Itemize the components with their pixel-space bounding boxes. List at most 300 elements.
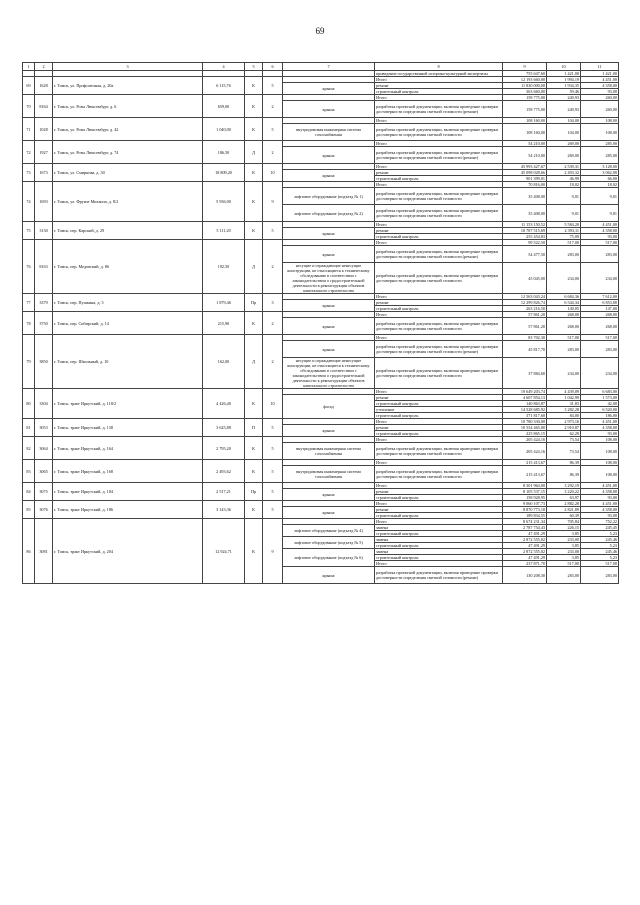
work-type-cell: Итого: [375, 419, 503, 425]
limit-cost-cell: 268,00: [581, 312, 619, 318]
row-number-cell: 85: [23, 501, 35, 519]
work-type-cell: замена: [375, 549, 503, 555]
work-type-cell: разработка проектной документации, включая проведение проверки достоверности определения сметной стоимости: [375, 318, 503, 335]
unit-cost-cell: 3 220,22: [547, 489, 581, 495]
unit-cost-cell: 3,85: [547, 555, 581, 561]
type-cell: Д: [245, 141, 263, 164]
limit-cost-cell: 186,00: [581, 413, 619, 419]
area-cell: 12 924,71: [203, 519, 245, 584]
column-number-6: 6: [263, 63, 283, 71]
work-type-cell: Итого: [375, 561, 503, 567]
address-cell: г. Томск, тракт Иркутский, д. 138: [53, 419, 203, 437]
capital-repair-table: [22, 62, 619, 584]
cost-cell: 158 775,00: [503, 101, 547, 118]
limit-cost-cell: 93,00: [581, 513, 619, 519]
cost-cell: 158 775,00: [503, 95, 547, 101]
limit-cost-cell: 4 451,00: [581, 483, 619, 489]
column-number-3: 3: [53, 63, 203, 71]
unit-cost-cell: 75,09: [547, 234, 581, 240]
row-number-cell: 71: [23, 118, 35, 141]
column-number-2: 2: [35, 63, 53, 71]
address-cell: г. Томск, ул. Розы Люксембург, д. 74: [53, 141, 203, 164]
limit-cost-cell: 93,00: [581, 495, 619, 501]
row-number-cell: 77: [23, 294, 35, 312]
cost-cell: 8 674 231,34: [503, 519, 547, 525]
limit-cost-cell: 234,00: [581, 358, 619, 389]
row-number-cell: 79: [23, 335, 35, 389]
address-cell: г. Томск, пер. Пушкина, д. 5: [53, 294, 203, 312]
limit-cost-cell: 4 358,00: [581, 425, 619, 431]
unit-cost-cell: 6 544,34: [547, 300, 581, 306]
limit-cost-cell: 108,00: [581, 124, 619, 141]
building-code-cell: 3064: [35, 437, 53, 460]
row-number-cell: 86: [23, 519, 35, 584]
cost-cell: 130 208,30: [503, 567, 547, 584]
area-cell: 2 493,62: [203, 460, 245, 483]
work-type-cell: ремонт: [375, 395, 503, 401]
floors-cell: 5: [263, 501, 283, 519]
limit-cost-cell: 517,00: [581, 240, 619, 246]
floors-cell: 10: [263, 389, 283, 419]
work-type-cell: Итого: [375, 240, 503, 246]
work-type-cell: Итого: [375, 312, 503, 318]
work-type-cell: ремонт: [375, 83, 503, 89]
work-type-cell: строительный контроль: [375, 431, 503, 437]
area-cell: 6 115,76: [203, 77, 245, 95]
unit-cost-cell: 60,39: [547, 513, 581, 519]
building-code-cell: 1927: [35, 141, 53, 164]
work-type-cell: разработка проектной документации, включая проведение проверки достоверности определения сметной стоимости: [375, 466, 503, 483]
limit-cost-cell: 147,00: [581, 306, 619, 312]
work-type-cell: строительный контроль: [375, 513, 503, 519]
unit-cost-cell: 31,83: [547, 401, 581, 407]
building-code-cell: 3130: [35, 222, 53, 240]
type-cell: К: [245, 182, 263, 222]
row-number-cell: 83: [23, 460, 35, 483]
cost-cell: 215 413,67: [503, 460, 547, 466]
unit-cost-cell: 73,54: [547, 443, 581, 460]
limit-cost-cell: 5,23: [581, 555, 619, 561]
cost-cell: 2 872 555,02: [503, 549, 547, 555]
work-type-cell: утепление: [375, 407, 503, 413]
work-type-cell: строительный контроль: [375, 401, 503, 407]
address-cell: г. Томск, пер. Сибирский, д. 14: [53, 312, 203, 335]
cost-cell: 237 871,70: [503, 561, 547, 567]
work-type-cell: Итого: [375, 437, 503, 443]
cost-cell: 4 607 854,13: [503, 395, 547, 401]
unit-cost-cell: 6 684,36: [547, 294, 581, 300]
work-type-cell: Итого: [375, 95, 503, 101]
building-code-cell: 8163: [35, 240, 53, 294]
work-type-cell: Итого: [375, 335, 503, 341]
unit-cost-cell: 1 042,99: [547, 395, 581, 401]
floors-cell: 2: [263, 141, 283, 164]
work-type-cell: Итого: [375, 182, 503, 188]
floors-cell: 9: [263, 519, 283, 584]
unit-cost-cell: 104,00: [547, 118, 581, 124]
work-type-cell: замена: [375, 525, 503, 531]
area-cell: 162,00: [203, 335, 245, 389]
row-number-cell: 69: [23, 77, 35, 95]
unit-cost-cell: 9,01: [547, 205, 581, 222]
row-number-cell: 78: [23, 312, 35, 335]
limit-cost-cell: 108,00: [581, 443, 619, 460]
element-cell: лифтовое оборудование (подъезд № 1): [283, 188, 375, 205]
limit-cost-cell: 93,00: [581, 234, 619, 240]
building-code-cell: 3065: [35, 460, 53, 483]
cost-cell: 45 098 028,66: [503, 170, 547, 176]
cost-cell: 11 830 000,00: [503, 83, 547, 89]
unit-cost-cell: 234,00: [547, 263, 581, 294]
limit-cost-cell: 5,23: [581, 543, 619, 549]
area-cell: 215,90: [203, 312, 245, 335]
unit-cost-cell: 9,01: [547, 188, 581, 205]
limit-cost-cell: 42,00: [581, 401, 619, 407]
limit-cost-cell: 18,02: [581, 182, 619, 188]
area-cell: 659,00: [203, 95, 245, 118]
cost-cell: 225 865,15: [503, 431, 547, 437]
work-type-cell: строительный контроль: [375, 413, 503, 419]
cost-cell: 35 408,00: [503, 205, 547, 222]
unit-cost-cell: 5 584,20: [547, 222, 581, 228]
limit-cost-cell: 93,00: [581, 89, 619, 95]
element-cell: крыша: [283, 341, 375, 358]
unit-cost-cell: 2 882,28: [547, 501, 581, 507]
element-cell: крыша: [283, 83, 375, 95]
cost-cell: 755 647,60: [503, 71, 547, 77]
limit-cost-cell: 1 573,00: [581, 395, 619, 401]
work-type-cell: строительный контроль: [375, 555, 503, 561]
work-type-cell: Итого: [375, 483, 503, 489]
limit-cost-cell: 108,00: [581, 460, 619, 466]
work-type-cell: ремонт: [375, 425, 503, 431]
building-code-cell: 3075: [35, 483, 53, 501]
limit-cost-cell: 283,00: [581, 246, 619, 263]
building-code-cell: 1693: [35, 182, 53, 222]
element-cell: внутридомовая инженерная система газоснабжения: [283, 124, 375, 141]
cost-cell: 205 424,16: [503, 443, 547, 460]
limit-cost-cell: 260,00: [581, 95, 619, 101]
limit-cost-cell: 285,00: [581, 141, 619, 147]
unit-cost-cell: 59,46: [547, 89, 581, 95]
element-cell: лифтовое оборудование (подъезд № 5): [283, 537, 375, 549]
unit-cost-cell: 63,97: [547, 495, 581, 501]
row-number-cell: 73: [23, 164, 35, 182]
element-cell: крыша: [283, 228, 375, 240]
work-type-cell: проведение государственной историко-культурной экспертизы: [375, 71, 503, 77]
work-type-cell: разработка проектной документации, включая проведение проверки достоверности определения сметной стоимости (ремонт): [375, 567, 503, 584]
area-cell: 1 040,00: [203, 118, 245, 141]
limit-cost-cell: 5,23: [581, 531, 619, 537]
work-type-cell: строительный контроль: [375, 89, 503, 95]
element-cell: внутридомовая инженерная система газоснабжения: [283, 443, 375, 460]
limit-cost-cell: 4 451,00: [581, 77, 619, 83]
cost-cell: 47 491,29: [503, 555, 547, 561]
work-type-cell: ремонт: [375, 300, 503, 306]
work-type-cell: Итого: [375, 501, 503, 507]
work-type-cell: Итого: [375, 519, 503, 525]
unit-cost-cell: 2 821,89: [547, 507, 581, 513]
floors-cell: 5: [263, 419, 283, 437]
address-cell: г. Томск, ул. Смирнова, д. 30: [53, 164, 203, 182]
cost-cell: 108 160,00: [503, 118, 547, 124]
work-type-cell: Итого: [375, 389, 503, 395]
unit-cost-cell: 705,84: [547, 519, 581, 525]
address-cell: г. Томск, тракт Иркутский, д. 204: [53, 519, 203, 584]
area-cell: 2 795,20: [203, 437, 245, 460]
area-cell: 5 936,00: [203, 182, 245, 222]
floors-cell: 2: [263, 312, 283, 335]
type-cell: К: [245, 460, 263, 483]
work-type-cell: строительный контроль: [375, 495, 503, 501]
floors-cell: 3: [263, 294, 283, 312]
unit-cost-cell: 283,00: [547, 567, 581, 584]
address-cell: г. Томск, пер. Карский, д. 29: [53, 222, 203, 240]
limit-cost-cell: 4 451,00: [581, 222, 619, 228]
unit-cost-cell: 104,00: [547, 124, 581, 141]
work-type-cell: ремонт: [375, 489, 503, 495]
cost-cell: 12 299 826,74: [503, 300, 547, 306]
cost-cell: 99 522,50: [503, 240, 547, 246]
limit-cost-cell: 517,00: [581, 561, 619, 567]
area-cell: 192,50: [203, 240, 245, 294]
unit-cost-cell: 240,93: [547, 101, 581, 118]
cost-cell: 8 301 964,00: [503, 483, 547, 489]
cost-cell: 158 928,95: [503, 495, 547, 501]
column-number-11: 11: [581, 63, 619, 71]
work-type-cell: Итого: [375, 294, 503, 300]
address-cell: г. Томск, пер. Медовский, д. 86: [53, 240, 203, 294]
address-cell: г. Томск, ул. Розы Люксембург, д. 42: [53, 118, 203, 141]
address-cell: г. Томск, тракт Иркутский, д. 184: [53, 483, 203, 501]
floors-cell: 10: [263, 164, 283, 182]
type-cell: Пр: [245, 483, 263, 501]
element-cell: крыша: [283, 507, 375, 519]
element-cell: крыша: [283, 489, 375, 501]
column-number-9: 9: [503, 63, 547, 71]
cost-cell: 255 454,83: [503, 234, 547, 240]
unit-cost-cell: 4 439,09: [547, 389, 581, 395]
cost-cell: 35 408,00: [503, 188, 547, 205]
limit-cost-cell: 283,00: [581, 341, 619, 358]
unit-cost-cell: 3 282,28: [547, 407, 581, 413]
unit-cost-cell: 517,00: [547, 240, 581, 246]
row-number-cell: 76: [23, 240, 35, 294]
unit-cost-cell: 283,00: [547, 341, 581, 358]
building-code-cell: 1628: [35, 77, 53, 95]
address-cell: г. Томск, ул. Профсоюзная, д. 20а: [53, 77, 203, 95]
type-cell: К: [245, 519, 263, 584]
floors-cell: 5: [263, 222, 283, 240]
cost-cell: 12 563 043,24: [503, 294, 547, 300]
unit-cost-cell: 234,00: [547, 358, 581, 389]
work-type-cell: строительный контроль: [375, 543, 503, 549]
column-number-8: 8: [375, 63, 503, 71]
limit-cost-cell: 4 451,00: [581, 419, 619, 425]
floors-cell: 5: [263, 437, 283, 460]
work-type-cell: строительный контроль: [375, 234, 503, 240]
unit-cost-cell: 2 910,87: [547, 425, 581, 431]
floors-cell: 9: [263, 182, 283, 222]
cost-cell: 54 210,00: [503, 141, 547, 147]
building-code-cell: 3053: [35, 419, 53, 437]
work-type-cell: строительный контроль: [375, 176, 503, 182]
address-cell: г. Томск, пер. Школьный, д. 10: [53, 335, 203, 389]
work-type-cell: разработка проектной документации, включая проведение проверки достоверности определения сметной стоимости (ремонт): [375, 147, 503, 164]
type-cell: К: [245, 501, 263, 519]
unit-cost-cell: 1 421,00: [547, 71, 581, 77]
column-number-5: 5: [245, 63, 263, 71]
area-cell: 18 809,20: [203, 164, 245, 182]
unit-cost-cell: 517,00: [547, 335, 581, 341]
building-code-cell: 3750: [35, 312, 53, 335]
limit-cost-cell: 4 451,00: [581, 501, 619, 507]
unit-cost-cell: 268,00: [547, 318, 581, 335]
limit-cost-cell: 66,00: [581, 176, 619, 182]
limit-cost-cell: 260,00: [581, 101, 619, 118]
area-cell: 186,50: [203, 141, 245, 164]
limit-cost-cell: 6 683,00: [581, 389, 619, 395]
column-number-7: 7: [283, 63, 375, 71]
floors-cell: 2: [263, 240, 283, 294]
work-type-cell: ремонт: [375, 507, 503, 513]
cost-cell: 10 787 515,69: [503, 228, 547, 234]
element-cell: несущие и ограждающие ненесущие конструкции, не относящиеся к техническому обследованию в соответствии с законодательством о градостроительной деятельности к реконструкции объектов капитального строительства: [283, 358, 375, 389]
type-cell: П: [245, 419, 263, 437]
limit-cost-cell: 4 358,00: [581, 489, 619, 495]
limit-cost-cell: 1 421,00: [581, 71, 619, 77]
work-type-cell: строительный контроль: [375, 306, 503, 312]
unit-cost-cell: 233,00: [547, 537, 581, 543]
work-type-cell: разработка проектной документации, включая проведение проверки достоверности определения сметной стоимости: [375, 205, 503, 222]
element-cell: лифтовое оборудование (подъезд № 4): [283, 525, 375, 537]
type-cell: К: [245, 312, 263, 335]
unit-cost-cell: 140,05: [547, 306, 581, 312]
cost-cell: 57 861,20: [503, 312, 547, 318]
work-type-cell: разработка проектной документации, включая проведение проверки достоверности определения сметной стоимости: [375, 443, 503, 460]
work-type-cell: Итого: [375, 164, 503, 170]
type-cell: Д: [245, 335, 263, 389]
area-cell: 3 625,88: [203, 419, 245, 437]
unit-cost-cell: 517,00: [547, 561, 581, 567]
work-type-cell: разработка проектной документации, включая проведение проверки достоверности определения сметной стоимости (ремонт): [375, 341, 503, 358]
cost-cell: 54 477,50: [503, 246, 547, 263]
limit-cost-cell: 752,22: [581, 519, 619, 525]
page-number: 69: [315, 26, 325, 36]
type-cell: К: [245, 437, 263, 460]
work-type-cell: разработка проектной документации, включая проведение проверки достоверности определения сметной стоимости: [375, 358, 503, 389]
work-type-cell: разработка проектной документации, включая проведение проверки достоверности определения сметной стоимости (ремонт): [375, 246, 503, 263]
row-number-cell: 82: [23, 437, 35, 460]
work-type-cell: замена: [375, 537, 503, 543]
floors-cell: 5: [263, 118, 283, 141]
unit-cost-cell: 1 934,35: [547, 83, 581, 89]
limit-cost-cell: 268,00: [581, 318, 619, 335]
element-cell: внутридомовая инженерная система газоснабжения: [283, 466, 375, 483]
limit-cost-cell: 7 612,00: [581, 294, 619, 300]
limit-cost-cell: 245,46: [581, 549, 619, 555]
cost-cell: 108 160,00: [503, 124, 547, 141]
limit-cost-cell: 108,00: [581, 118, 619, 124]
unit-cost-cell: 268,00: [547, 312, 581, 318]
area-cell: 1 879,46: [203, 294, 245, 312]
building-code-cell: 3304: [35, 389, 53, 419]
building-code-cell: 3076: [35, 501, 53, 519]
cost-cell: 8 105 537,15: [503, 489, 547, 495]
limit-cost-cell: 6 853,00: [581, 300, 619, 306]
work-type-cell: Итого: [375, 141, 503, 147]
type-cell: Пр: [245, 294, 263, 312]
limit-cost-cell: 245,45: [581, 525, 619, 531]
unit-cost-cell: 3,85: [547, 543, 581, 549]
unit-cost-cell: 73,54: [547, 437, 581, 443]
limit-cost-cell: 9,01: [581, 188, 619, 205]
work-type-cell: Итого: [375, 118, 503, 124]
cost-cell: 45 993 427,67: [503, 164, 547, 170]
cost-cell: 45 817,70: [503, 341, 547, 358]
element-cell: фасад: [283, 395, 375, 419]
cost-cell: 10 554 465,00: [503, 425, 547, 431]
type-cell: К: [245, 95, 263, 118]
cost-cell: 70 816,00: [503, 182, 547, 188]
work-type-cell: Итого: [375, 222, 503, 228]
column-number-4: 4: [203, 63, 245, 71]
limit-cost-cell: 285,00: [581, 147, 619, 164]
work-type-cell: разработка проектной документации, включая проведение проверки достоверности определения сметной стоимости: [375, 124, 503, 141]
cost-cell: 14 528 685,92: [503, 407, 547, 413]
row-number-cell: 81: [23, 419, 35, 437]
cost-cell: 9 060 107,73: [503, 501, 547, 507]
cost-cell: 45 045,00: [503, 263, 547, 294]
address-cell: г. Томск, тракт Иркутский, д. 118/2: [53, 389, 203, 419]
unit-cost-cell: 2 539,31: [547, 164, 581, 170]
unit-cost-cell: 1 994,19: [547, 77, 581, 83]
element-cell: крыша: [283, 147, 375, 164]
row-number-cell: 80: [23, 389, 35, 419]
unit-cost-cell: 18,02: [547, 182, 581, 188]
row-number-cell: 75: [23, 222, 35, 240]
address-cell: г. Томск, ул. Фрунзе Михаила, д. 8/2: [53, 182, 203, 222]
building-code-cell: 1028: [35, 118, 53, 141]
element-cell: крыша: [283, 101, 375, 118]
work-type-cell: ремонт: [375, 228, 503, 234]
limit-cost-cell: 9,01: [581, 205, 619, 222]
cost-cell: 140 863,87: [503, 401, 547, 407]
work-type-cell: ремонт: [375, 170, 503, 176]
unit-cost-cell: 84,00: [547, 413, 581, 419]
type-cell: К: [245, 222, 263, 240]
limit-cost-cell: 6 520,00: [581, 407, 619, 413]
cost-cell: 10 780 330,00: [503, 419, 547, 425]
cost-cell: 54 210,00: [503, 147, 547, 164]
unit-cost-cell: 283,00: [547, 246, 581, 263]
limit-cost-cell: 108,00: [581, 466, 619, 483]
building-code-cell: 3081: [35, 519, 53, 584]
element-cell: крыша: [283, 300, 375, 312]
limit-cost-cell: 4 358,00: [581, 83, 619, 89]
address-cell: г. Томск, тракт Иркутский, д. 168: [53, 460, 203, 483]
unit-cost-cell: 86,39: [547, 466, 581, 483]
unit-cost-cell: 3 292,19: [547, 483, 581, 489]
cost-cell: 57 861,20: [503, 318, 547, 335]
element-cell: лифтовое оборудование (подъезд № 6): [283, 549, 375, 567]
element-cell: крыша: [283, 318, 375, 335]
work-type-cell: Итого: [375, 77, 503, 83]
unit-cost-cell: 269,00: [547, 147, 581, 164]
cost-cell: 263 216,50: [503, 306, 547, 312]
cost-cell: 47 491,29: [503, 531, 547, 537]
limit-cost-cell: 234,00: [581, 263, 619, 294]
